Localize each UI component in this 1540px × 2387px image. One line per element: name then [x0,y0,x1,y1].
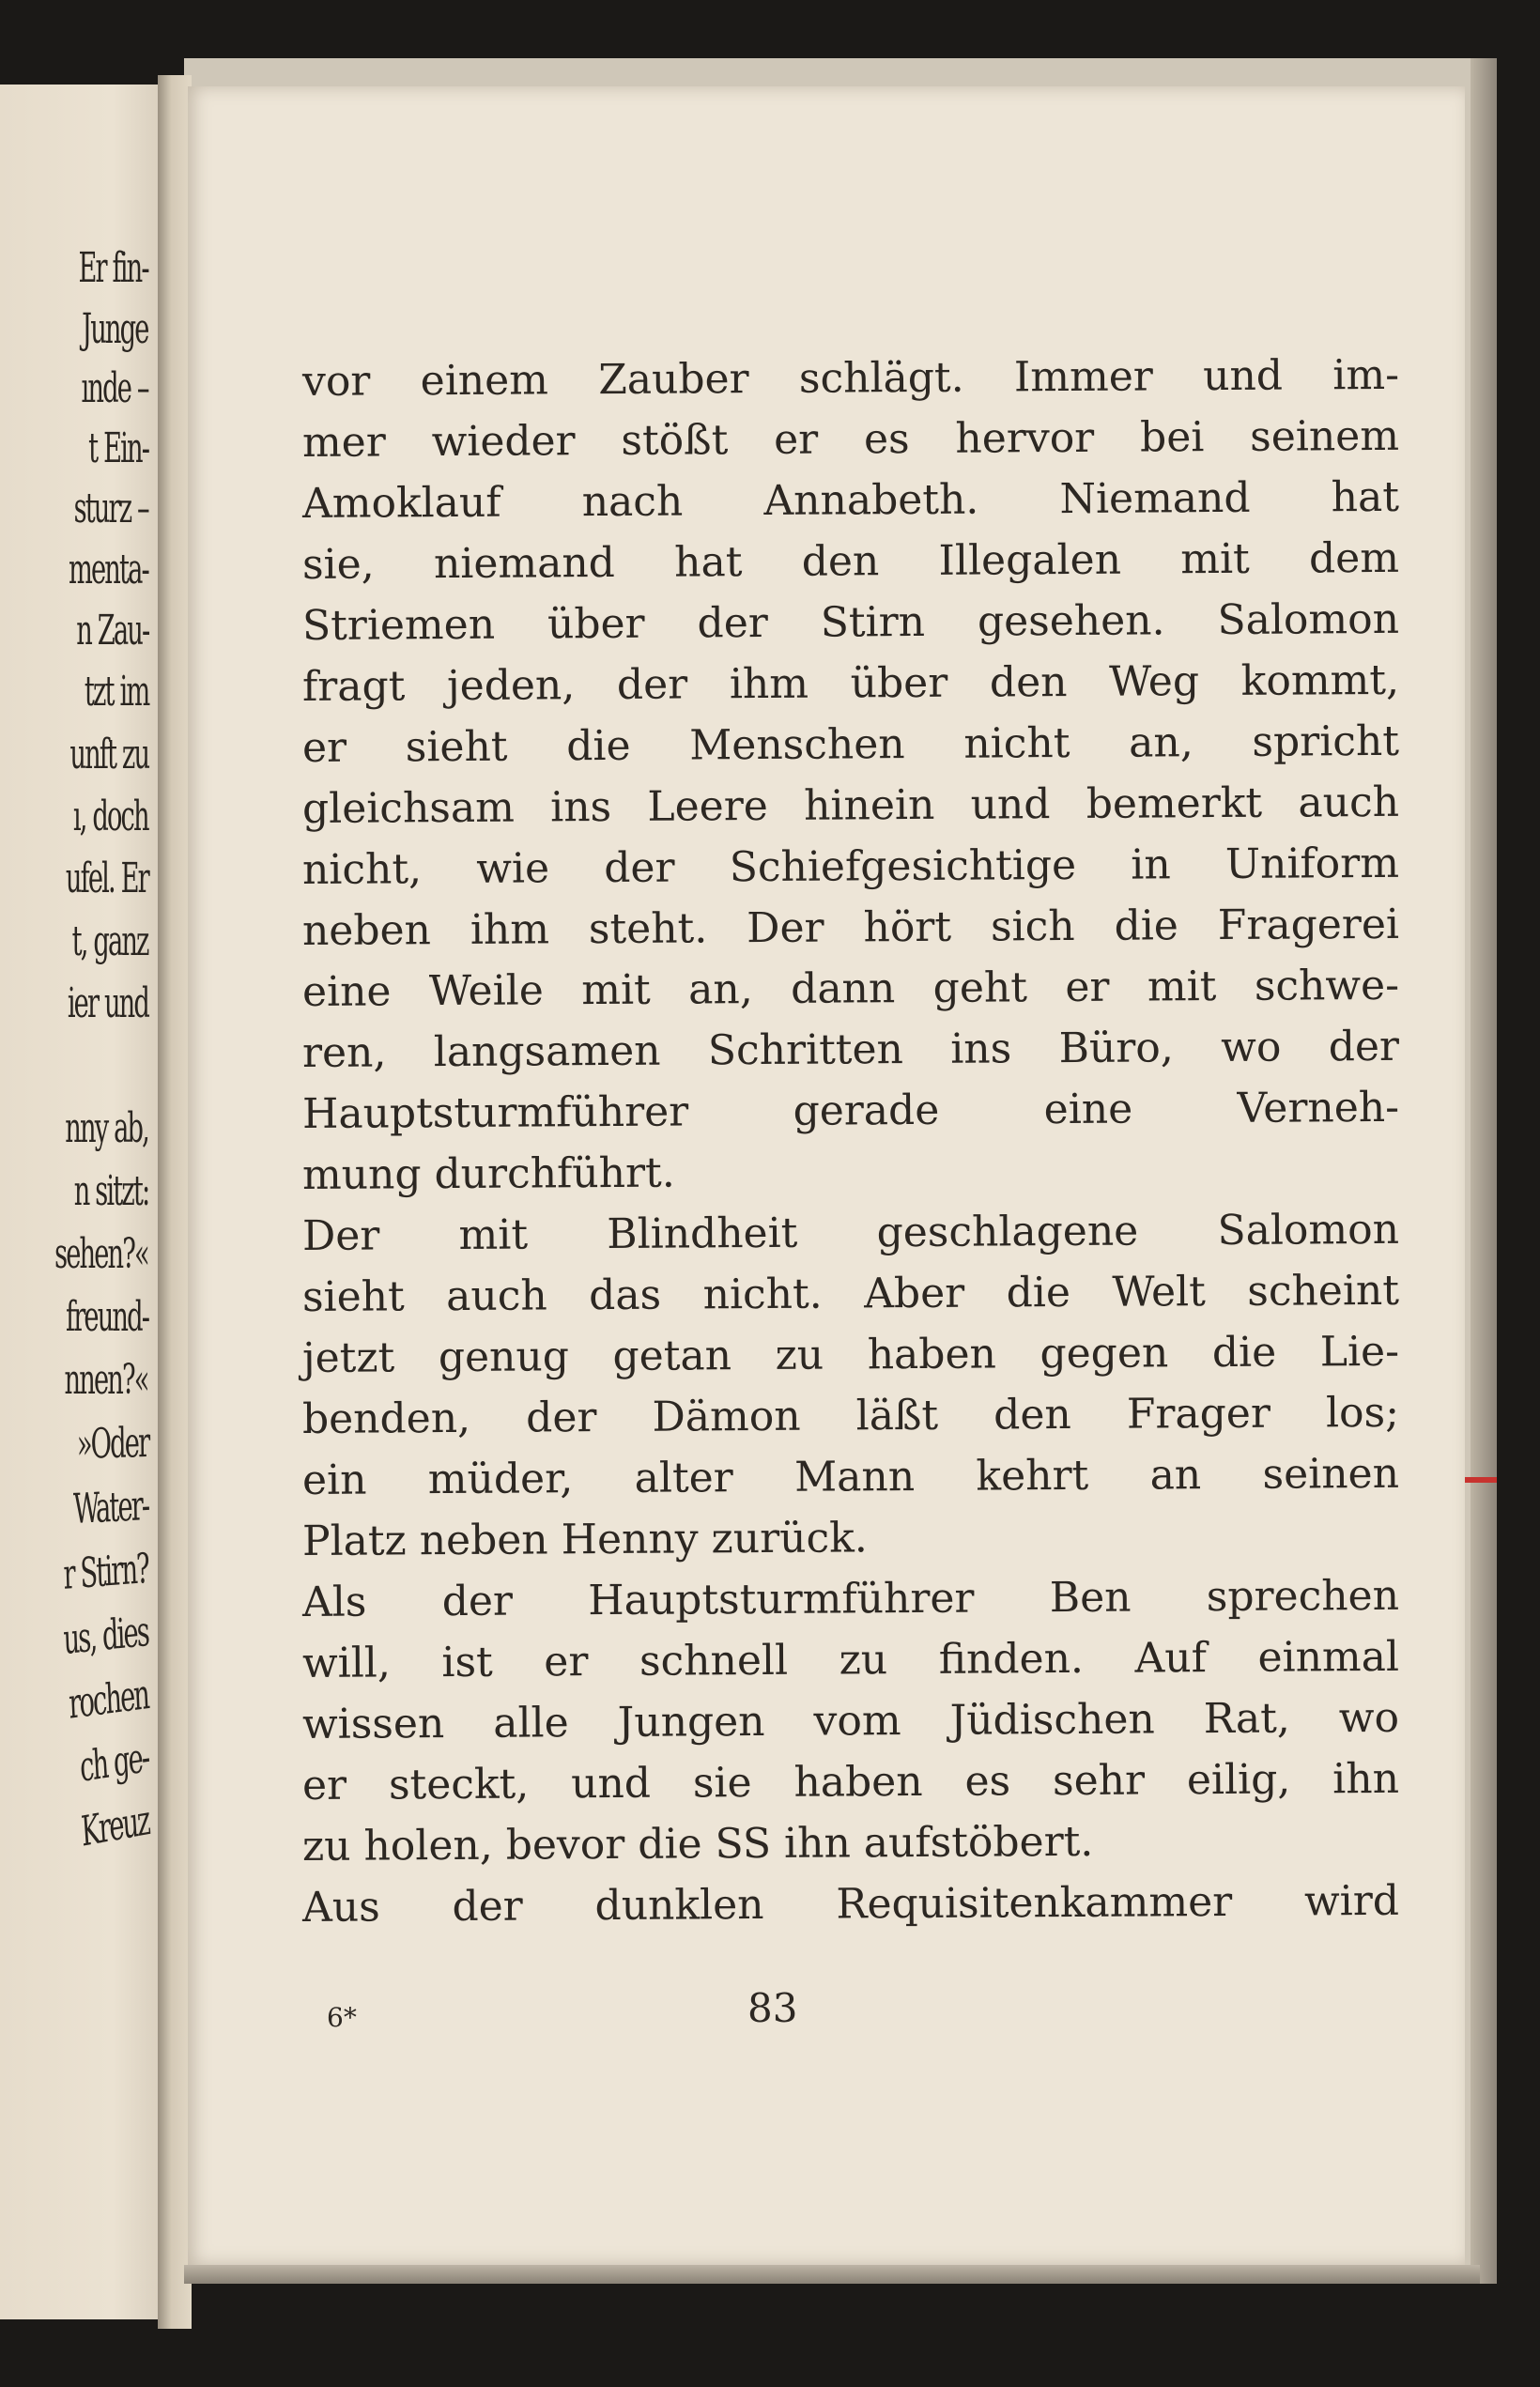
cover-edge [1471,58,1497,2284]
body-text [302,351,1399,1938]
left-page-fragment: freund- [65,1293,148,1341]
text-line: sie, niemand hat den Illegalen mit dem [301,533,1400,589]
text-line: mer wieder stößt er es hervor bei seinem [301,411,1400,467]
text-line: will, ist er schnell zu finden. Auf einmal [301,1632,1400,1687]
text-line: gleichsam ins Leere hinein und bemerkt auch [301,778,1400,833]
text-line: mung durchführt. [301,1148,675,1199]
text-line: fragt jeden, der ihm über den Weg kommt, [301,655,1400,711]
text-line: Hauptsturmführer gerade eine Verneh- [301,1083,1400,1138]
text-line: ren, langsamen Schritten ins Büro, wo der [301,1022,1400,1077]
page-number: 83 [747,1985,798,2031]
signature-mark: 6* [327,2002,357,2033]
text-line: Platz neben Henny zurück. [301,1514,868,1565]
text-line: benden, der Dämon läßt den Frager los; [301,1388,1400,1443]
left-page-fragment: ier und [67,979,148,1027]
left-page-fragment: ufel. Er [66,855,148,902]
left-page-fragment: tzt im [84,668,148,716]
page-bottom-edge [184,2265,1480,2284]
text-line: sieht auch das nicht. Aber die Welt scheint [301,1266,1400,1321]
text-line: er sieht die Menschen nicht an, spricht [301,716,1400,772]
book-gutter [158,75,192,2329]
text-line: Als der Hauptsturmführer Ben sprechen [301,1571,1400,1626]
left-facing-page [0,85,162,2319]
left-page-fragment: ınde – [81,364,148,412]
left-page-fragment: unft zu [69,731,148,778]
left-page-fragment: Kreuz [79,1796,150,1856]
left-page-fragment: nny ab, [65,1104,148,1152]
left-page-fragment: n sitzt: [73,1167,148,1215]
left-page-fragment: Junge [82,305,148,353]
left-page-fragment: t Ein- [88,424,148,472]
left-page-fragment: n Zau- [75,607,148,654]
text-line: ein müder, alter Mann kehrt an seinen [301,1449,1400,1504]
left-page-fragment: nnen?« [64,1356,148,1404]
text-line: wissen alle Jungen vom Jüdischen Rat, wo [301,1693,1400,1748]
left-page-fragment: t, ganz [72,917,148,965]
text-line: zu holen, bevor die SS ihn aufstöbert. [301,1817,1094,1871]
left-page-fragment: rochen [68,1671,150,1729]
left-page-fragment: menta- [69,546,148,593]
text-line: Aus der dunklen Requisitenkammer wird [301,1876,1400,1932]
left-page-fragment: sturz – [73,485,148,532]
left-page-fragment: »Oder [76,1419,149,1469]
text-line: er steckt, und sie haben es sehr eilig, ihn [301,1754,1400,1810]
left-page-fragment: ı, doch [73,793,148,840]
left-page-fragment: Er fin- [78,244,148,292]
left-page-fragment: r Stirn? [62,1545,149,1599]
left-page-fragment: sehen?« [54,1230,148,1278]
text-line: Der mit Blindheit geschlagene Salomon [301,1205,1400,1260]
text-line: Amoklauf nach Annabeth. Niemand hat [301,472,1400,528]
text-line: vor einem Zauber schlägt. Immer und im- [301,350,1400,406]
text-line: jetzt genug getan zu haben gegen die Lie- [301,1327,1400,1382]
text-line: eine Weile mit an, dann geht er mit schwe- [301,961,1400,1016]
left-page-fragment: Water- [72,1482,149,1534]
left-page-fragment: ch ge- [78,1733,150,1792]
text-line: neben ihm steht. Der hört sich die Fragerei [301,900,1400,955]
text-line: Striemen über der Stirn gesehen. Salomon [301,594,1400,650]
right-page [188,86,1465,2265]
left-page-fragment: us, dies [62,1608,149,1665]
text-line: nicht, wie der Schiefgesichtige in Uniform [301,839,1400,894]
